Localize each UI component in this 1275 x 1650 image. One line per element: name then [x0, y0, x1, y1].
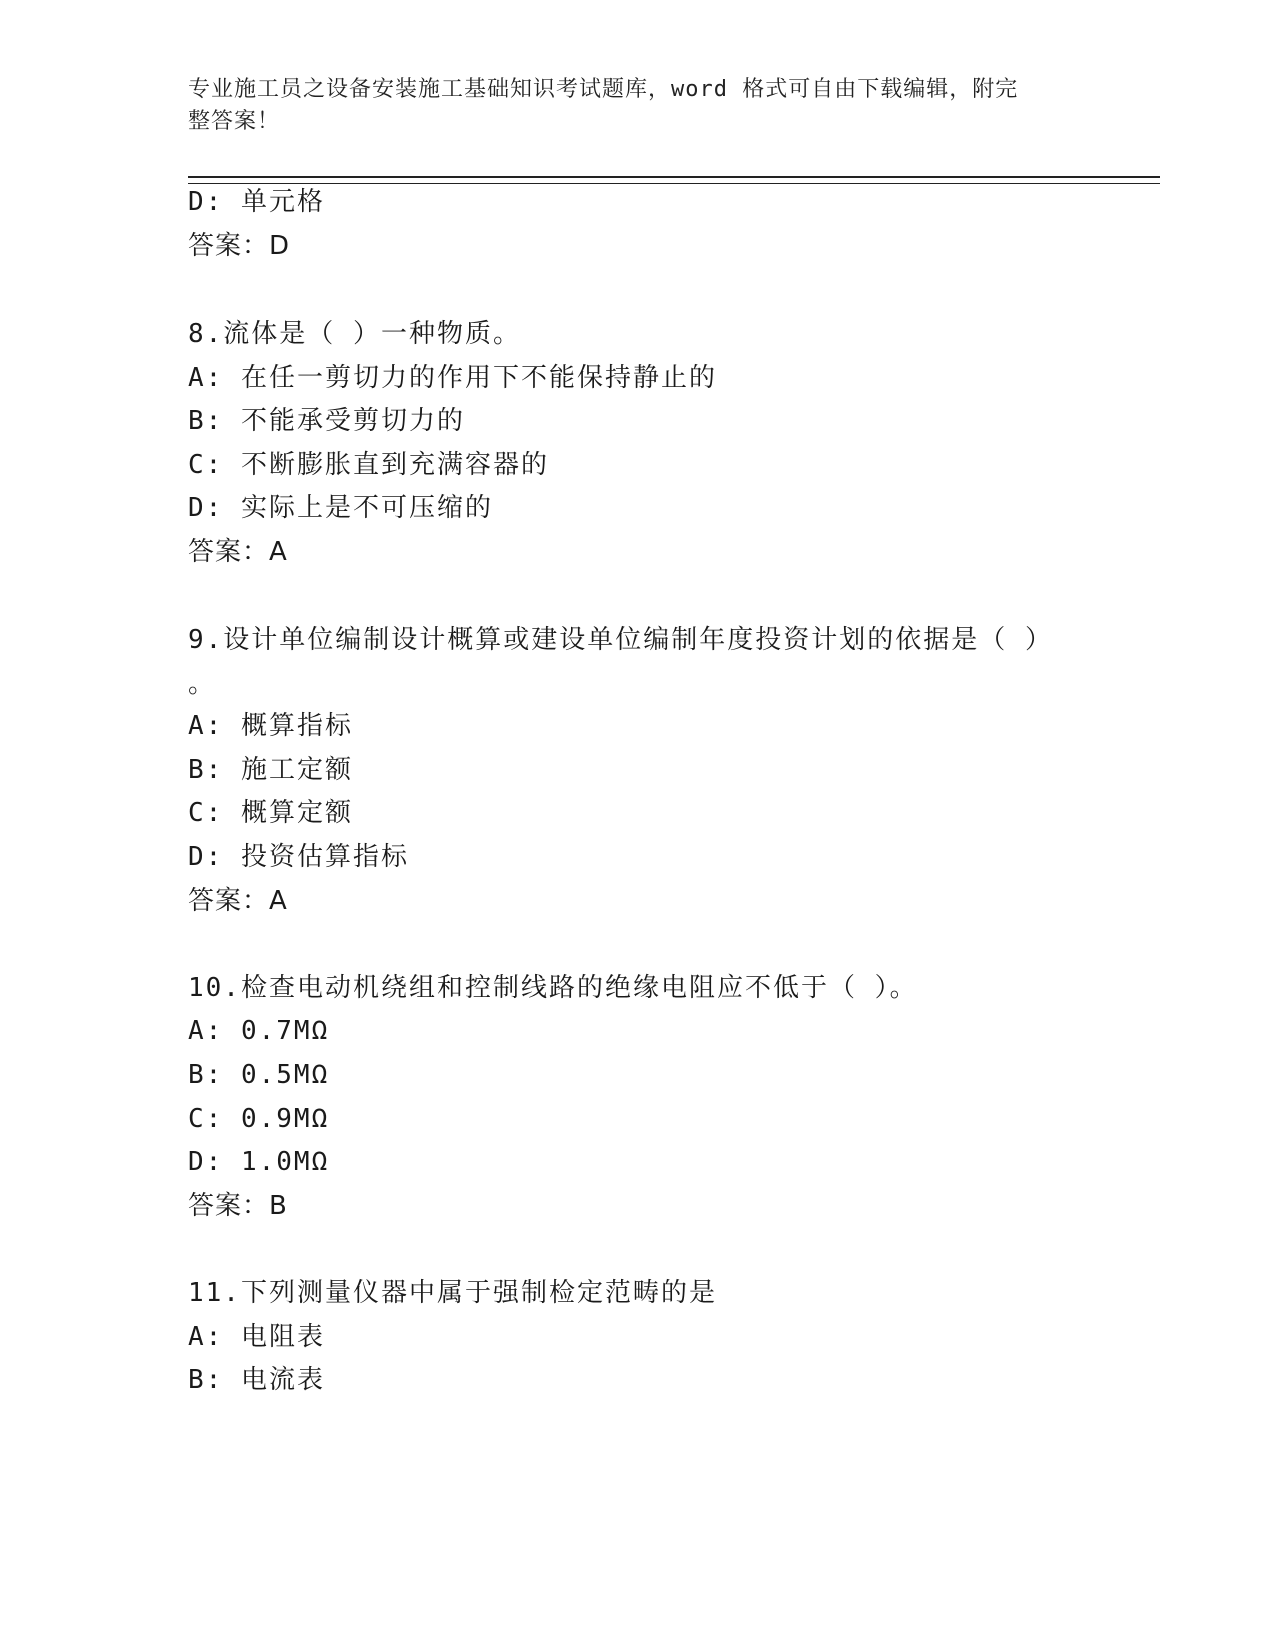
option-d: D: 1.0MΩ	[188, 1147, 330, 1177]
option-b: B: 施工定额	[188, 755, 353, 785]
question-stem: 10.检查电动机绕组和控制线路的绝缘电阻应不低于（ ）。	[188, 973, 918, 1003]
answer-line: 答案：A	[188, 537, 288, 567]
answer-line: 答案：B	[188, 1191, 288, 1221]
header-line-1: 专业施工员之设备安装施工基础知识考试题库，word 格式可自由下载编辑，附完	[188, 77, 1019, 102]
question-stem: 9.设计单位编制设计概算或建设单位编制年度投资计划的依据是（ ）	[188, 625, 1053, 655]
option-c: C: 0.9MΩ	[188, 1104, 330, 1134]
option-b: B: 电流表	[188, 1365, 325, 1395]
header-line-2: 整答案！	[188, 109, 281, 134]
option-d: D: 实际上是不可压缩的	[188, 493, 493, 523]
document-header	[188, 74, 1068, 138]
option-a: A: 在任一剪切力的作用下不能保持静止的	[188, 363, 717, 393]
option-d: D: 单元格	[188, 187, 325, 217]
question-stem-continuation: 。	[188, 669, 217, 699]
question-stem: 11.下列测量仪器中属于强制检定范畴的是	[188, 1278, 717, 1308]
option-b: B: 0.5MΩ	[188, 1060, 330, 1090]
option-a: A: 电阻表	[188, 1322, 325, 1352]
question-stem: 8.流体是（ ）一种物质。	[188, 319, 521, 349]
answer-line: 答案：D	[188, 231, 291, 261]
option-c: C: 概算定额	[188, 798, 353, 828]
option-a: A: 概算指标	[188, 711, 353, 741]
answer-line: 答案：A	[188, 886, 288, 916]
option-d: D: 投资估算指标	[188, 842, 409, 872]
option-c: C: 不断膨胀直到充满容器的	[188, 450, 549, 480]
header-divider	[188, 176, 1160, 184]
option-b: B: 不能承受剪切力的	[188, 406, 465, 436]
option-a: A: 0.7MΩ	[188, 1016, 330, 1046]
